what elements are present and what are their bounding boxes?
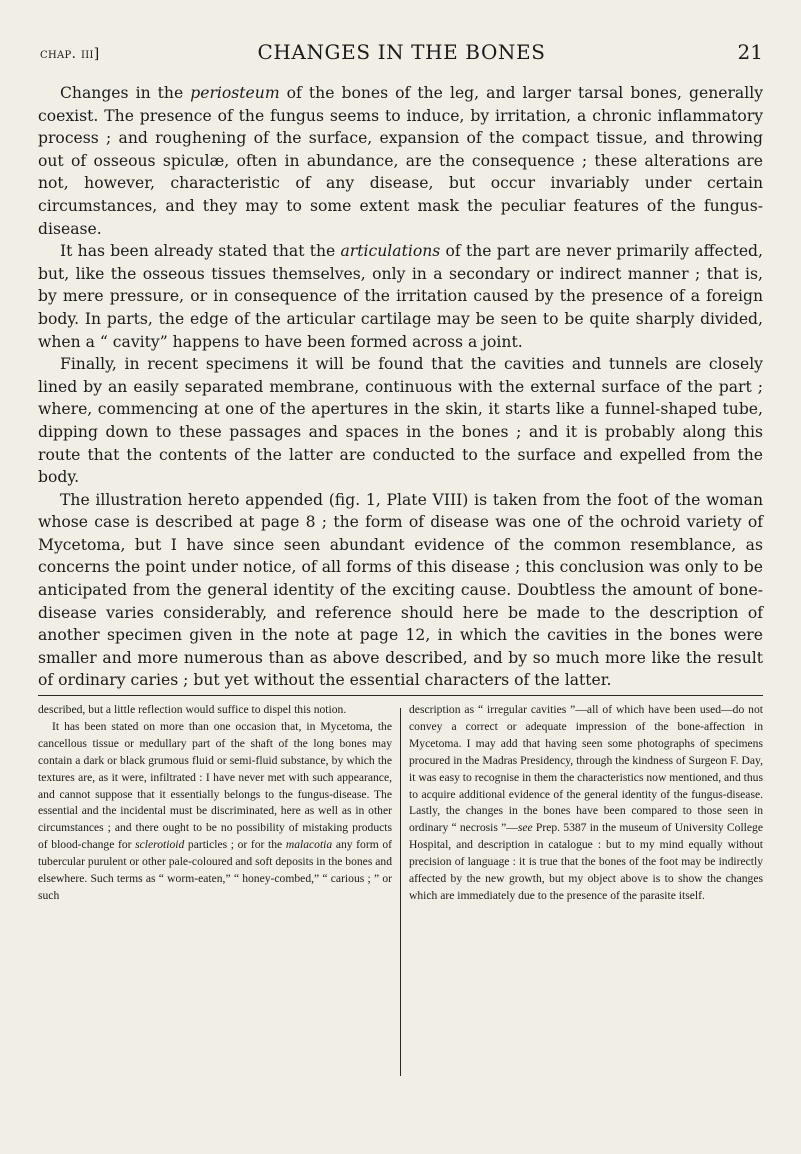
running-title: CHANGES IN THE BONES <box>257 40 546 64</box>
footnote-paragraph: It has been stated on more than one occasion that, in Mycetoma, the cancellous tissue or medullary part of the shaft of the long bones may contain a dark or black grumous fluid or semi-fluid substance, by which the textures are, as it were, infiltrated : I have never met with such appearance, and cannot suppose that it essentially belongs to the fungus-disease. The essential and the incidental must be discriminated, here as well as in other circumstances ; and there ought to be no possibility of mistaking products of blood-change for sclerotioid particles ; or for the malacotia any form of tubercular purulent or other pale-coloured and soft deposits in the bones and elsewhere. Such terms as “ worm-eaten,” “ honey-combed,” “ carious ; ” or such <box>38 719 392 902</box>
footnote-column-left <box>38 702 392 1092</box>
column-divider <box>400 708 401 1076</box>
chapter-marker: chap. iii] <box>40 46 100 62</box>
footnotes <box>38 702 763 1092</box>
footnote-column-right <box>409 702 763 1092</box>
page-number: 21 <box>737 40 763 64</box>
paragraph-cavities: Finally, in recent specimens it will be found that the cavities and tunnels are closely lined by an easily separated membrane, continuous with the external surface of the part ; where, commencing at one of the apertures in the skin, it starts like a funnel-shaped tube, dipping down to these passages and spaces in the bones ; and it is probably along this route that the contents of the latter are conducted to the surface and expelled from the body. <box>38 355 763 487</box>
paragraph-periosteum: Changes in the periosteum of the bones of the leg, and larger tarsal bones, generally coexist. The presence of the fungus seems to induce, by irritation, a chronic inflammatory process ; and roughening of the surface, expansion of the compact tissue, and throwing out of osseous spiculæ, often in abundance, are the consequence ; these alterations are not, however, characteristic of any disease, but occur invariably under certain circumstances, and they may to some extent mask the peculiar features of the fungus-disease. <box>38 84 763 238</box>
paragraph-articulations: It has been already stated that the articulations of the part are never primarily affected, but, like the osseous tissues themselves, only in a secondary or indirect manner ; that is, by mere pressure, or in consequence of the irritation caused by the presence of a foreign body. In parts, the edge of the articular cartilage may be seen to be quite sharply divided, when a “ cavity” happens to have been formed across a joint. <box>38 242 763 351</box>
footnote-rule <box>38 695 763 696</box>
footnote-paragraph: described, but a little reflection would suffice to dispel this notion. <box>38 703 347 716</box>
footnote-paragraph: description as “ irregular cavities ”—all of which have been used—do not convey a correct or adequate impression of the bone-affection in Mycetoma. I may add that having seen some photographs of specimens procured in the Madras Presidency, through the kindness of Surgeon F. Day, it was easy to recognise in them the characteristics now mentioned, and thus to acquire additional evidence of the general identity of the fungus-disease. Lastly, the changes in the bones have been compared to those seen in ordinary “ necrosis ”—see Prep. 5387 in the museum of University College Hospital, and description in catalogue : but to my mind equally without precision of language : it is true that the bones of the foot may be indirectly affected by the new growth, but my object above is to show the changes which are immediately due to the presence of the parasite itself. <box>409 703 763 902</box>
main-text <box>38 82 763 692</box>
running-header <box>40 30 763 66</box>
paragraph-illustration: The illustration hereto appended (fig. 1, Plate VIII) is taken from the foot of the woman whose case is described at page 8 ; the form of disease was one of the ochroid variety of Mycetoma, but I have since seen abundant evidence of the common resemblance, as concerns the point under notice, of all forms of this disease ; this conclusion was only to be anticipated from the general identity of the exciting cause. Doubtless the amount of bone-disease varies considerably, and reference should here be made to the description of another specimen given in the note at page 12, in which the cavities in the bones were smaller and more numerous than as above described, and by so much more like the result of ordinary caries ; but yet without the essential characters of the latter. <box>38 490 763 690</box>
